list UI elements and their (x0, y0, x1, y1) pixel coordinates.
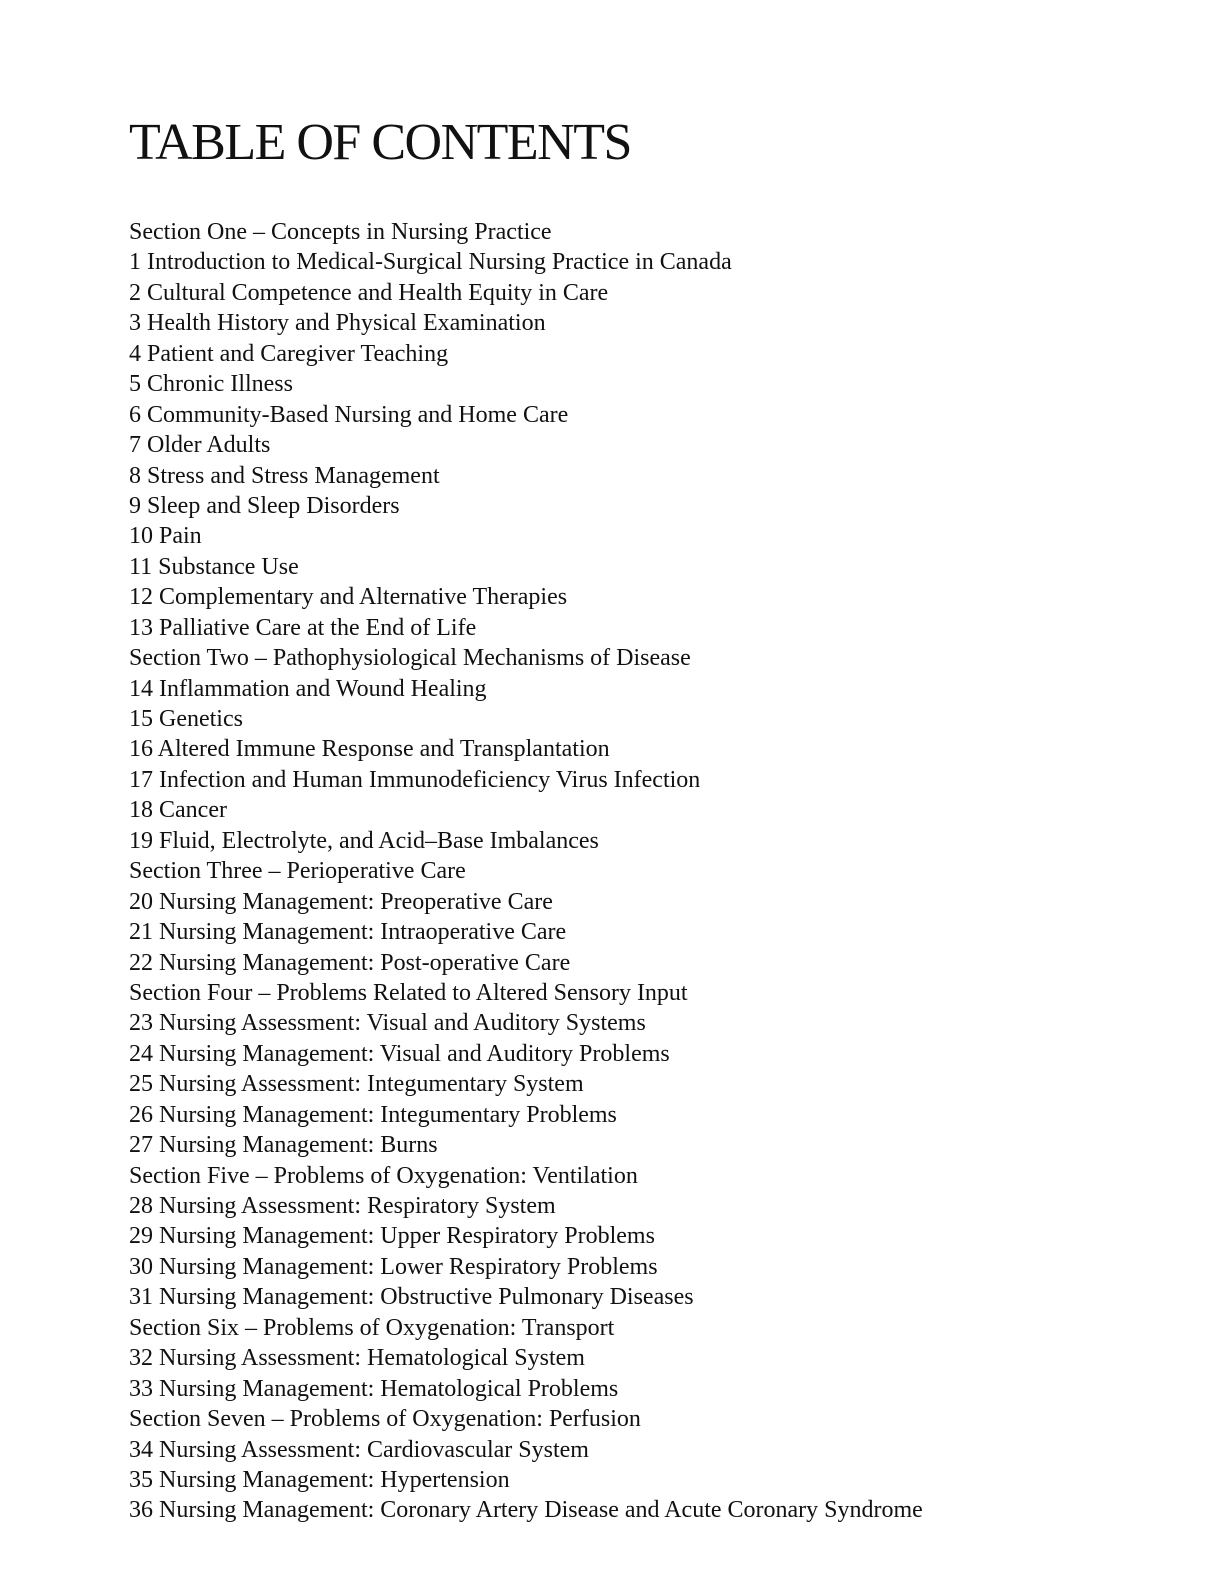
toc-chapter-entry: 33 Nursing Management: Hematological Problems (129, 1375, 619, 1402)
toc-chapter-entry: 16 Altered Immune Response and Transplantation (129, 736, 610, 763)
toc-chapter-entry: 35 Nursing Management: Hypertension (129, 1466, 510, 1493)
toc-chapter-entry: 24 Nursing Management: Visual and Auditory Problems (129, 1040, 670, 1067)
toc-chapter-entry: 30 Nursing Management: Lower Respiratory Problems (129, 1253, 658, 1280)
toc-chapter-entry: 5 Chronic Illness (129, 371, 293, 398)
toc-chapter-entry: 32 Nursing Assessment: Hematological System (129, 1345, 585, 1372)
toc-section-heading: Section Three – Perioperative Care (129, 858, 466, 885)
toc-chapter-entry: 19 Fluid, Electrolyte, and Acid–Base Imbalances (129, 827, 599, 854)
toc-chapter-entry: 23 Nursing Assessment: Visual and Auditory Systems (129, 1010, 646, 1037)
toc-chapter-entry: 28 Nursing Assessment: Respiratory System (129, 1193, 556, 1219)
toc-chapter-entry: 2 Cultural Competence and Health Equity in Care (129, 279, 609, 306)
page-title: TABLE OF CONTENTS (129, 114, 631, 171)
toc-chapter-entry: 25 Nursing Assessment: Integumentary System (129, 1071, 584, 1098)
toc-chapter-entry: 29 Nursing Management: Upper Respiratory Problems (129, 1223, 655, 1250)
toc-chapter-entry: 1 Introduction to Medical-Surgical Nursing Practice in Canada (129, 249, 732, 276)
toc-section-heading: Section Five – Problems of Oxygenation: Ventilation (129, 1162, 638, 1189)
toc-chapter-entry: 26 Nursing Management: Integumentary Problems (129, 1101, 617, 1128)
toc-chapter-entry: 11 Substance Use (129, 553, 299, 580)
toc-section-heading: Section One – Concepts in Nursing Practice (129, 219, 552, 245)
toc-chapter-entry: 20 Nursing Management: Preoperative Care (129, 888, 553, 915)
toc-chapter-entry: 3 Health History and Physical Examination (129, 310, 546, 337)
toc-chapter-entry: 6 Community-Based Nursing and Home Care (129, 401, 569, 428)
toc-section-heading: Section Two – Pathophysiological Mechanisms of Disease (129, 645, 691, 672)
toc-chapter-entry: 34 Nursing Assessment: Cardiovascular System (129, 1436, 589, 1463)
toc-chapter-entry: 4 Patient and Caregiver Teaching (129, 340, 449, 367)
toc-chapter-entry: 13 Palliative Care at the End of Life (129, 614, 477, 641)
toc-section-heading: Section Six – Problems of Oxygenation: Transport (129, 1314, 615, 1341)
toc-chapter-entry: 15 Genetics (129, 706, 243, 732)
toc-section-heading: Section Four – Problems Related to Altered Sensory Input (129, 979, 688, 1006)
toc-chapter-entry: 21 Nursing Management: Intraoperative Care (129, 919, 567, 946)
toc-chapter-entry: 18 Cancer (129, 797, 227, 824)
toc-chapter-entry: 12 Complementary and Alternative Therapies (129, 584, 568, 611)
toc-chapter-entry: 17 Infection and Human Immunodeficiency Virus Infection (129, 766, 701, 793)
toc-chapter-entry: 8 Stress and Stress Management (129, 462, 440, 489)
toc-chapter-entry: 9 Sleep and Sleep Disorders (129, 492, 400, 519)
toc-chapter-entry: 31 Nursing Management: Obstructive Pulmonary Diseases (129, 1284, 694, 1311)
toc-list (129, 217, 923, 1526)
toc-chapter-entry: 14 Inflammation and Wound Healing (129, 675, 487, 702)
toc-chapter-entry: 27 Nursing Management: Burns (129, 1132, 438, 1159)
toc-section-heading: Section Seven – Problems of Oxygenation: Perfusion (129, 1406, 641, 1433)
toc-chapter-entry: 22 Nursing Management: Post-operative Care (129, 949, 571, 976)
toc-chapter-entry: 10 Pain (129, 523, 202, 550)
toc-chapter-entry: 7 Older Adults (129, 432, 271, 459)
toc-chapter-entry: 36 Nursing Management: Coronary Artery Disease and Acute Coronary Syndrome (129, 1497, 923, 1524)
